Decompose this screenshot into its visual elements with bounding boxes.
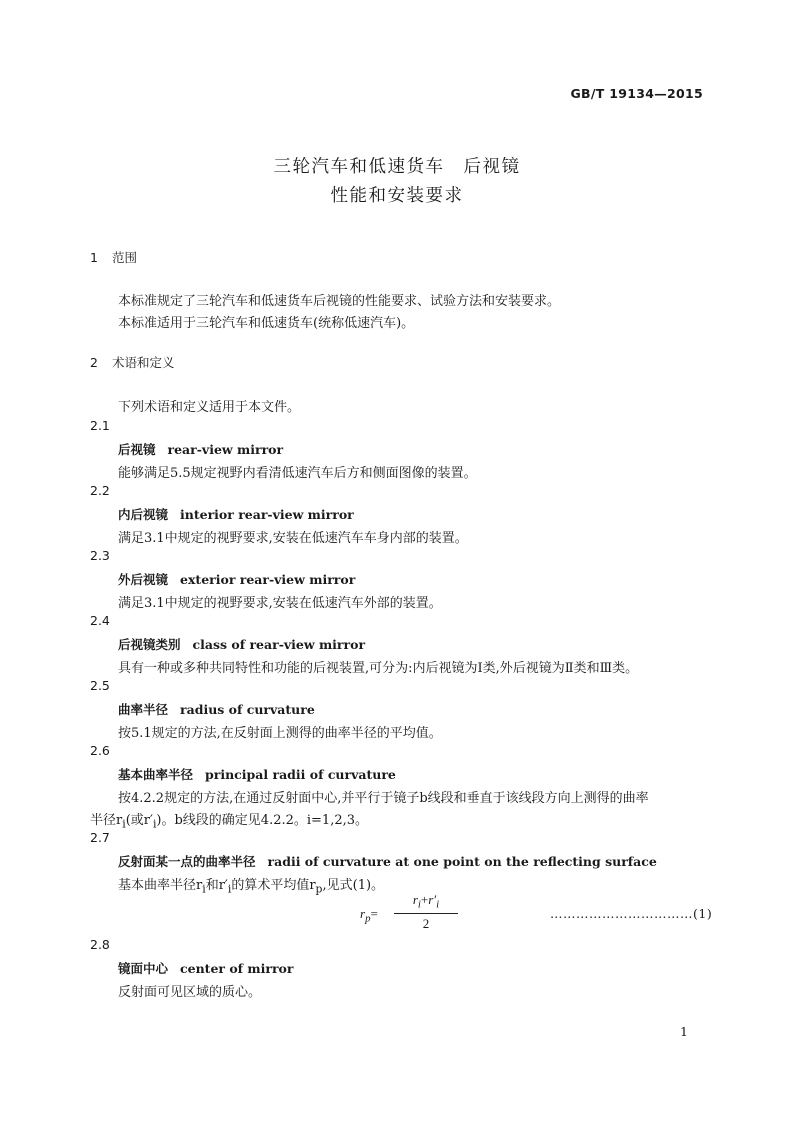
term-cn: 后视镜 [118,442,156,457]
term-heading [118,635,365,653]
term-cn: 基本曲率半径 [118,767,194,782]
term-cn: 内后视镜 [118,507,169,522]
term-heading [118,570,355,588]
term-definition: 具有一种或多种共同特性和功能的后视装置,可分为:内后视镜为Ⅰ类,外后视镜为Ⅱ类和Ⅲ类。 [118,661,639,676]
term-definition: 按4.2.2规定的方法,在通过反射面中心,并平行于镜子b线段和垂直于该线段方向上测得的曲率 [118,791,649,806]
term-definition: 满足3.1中规定的视野要求,安装在低速汽车车身内部的装置。 [118,531,468,546]
term-en: center of mirror [180,961,294,976]
term-definition: 满足3.1中规定的视野要求,安装在低速汽车外部的装置。 [118,596,442,611]
term-heading [118,959,293,977]
term-number: 2.8 [90,937,110,952]
term-number: 2.4 [90,613,110,628]
section-number: 1 [90,250,98,265]
term-heading [118,852,657,870]
term-definition-continued: 半径$r_i$(或$r'_i$)。b线段的确定见4.2.2。i=1,2,3。 [90,813,369,831]
term-definition: 按5.1规定的方法,在反射面上测得的曲率半径的平均值。 [118,726,442,741]
standard-number: GB/T 19134—2015 [570,86,703,101]
term-number: 2.6 [90,743,110,758]
section-title: 术语和定义 [112,355,175,370]
section-heading-terms [90,353,175,371]
term-en: radii of curvature at one point on the reflecting surface [267,854,657,869]
term-cn: 曲率半径 [118,702,169,717]
document-title-line1: 三轮汽车和低速货车 后视镜 [273,157,521,177]
formula-fraction [394,892,458,932]
term-en: radius of curvature [180,702,315,717]
formula-1 [360,892,480,932]
formula-numerator: $r_i+r'_i$ [394,892,458,914]
section-heading-scope [90,248,137,266]
term-definition: 基本曲率半径$r_i$和$r'_i$的算术平均值$r_p$,见式(1)。 [118,878,385,896]
term-number: 2.7 [90,830,110,845]
term-en: class of rear-view mirror [192,637,366,652]
term-en: interior rear-view mirror [180,507,354,522]
formula-lhs: $r_p=$ [360,906,378,925]
page-number: 1 [680,1024,688,1039]
formula-label: ……………………………(1) [550,906,713,921]
term-cn: 镜面中心 [118,961,169,976]
term-cn: 反射面某一点的曲率半径 [118,854,256,869]
scope-paragraph-1: 本标准规定了三轮汽车和低速货车后视镜的性能要求、试验方法和安装要求。 [118,294,561,309]
section-title: 范围 [112,250,138,265]
document-title-line2: 性能和安装要求 [330,186,464,206]
formula-denominator: 2 [422,915,430,931]
term-number: 2.3 [90,548,110,563]
term-heading [118,700,315,718]
section-number: 2 [90,355,98,370]
term-en: principal radii of curvature [205,767,396,782]
term-number: 2.1 [90,418,110,433]
term-en: exterior rear-view mirror [180,572,356,587]
term-cn: 后视镜类别 [118,637,181,652]
scope-paragraph-2: 本标准适用于三轮汽车和低速货车(统称低速汽车)。 [118,316,415,331]
term-cn: 外后视镜 [118,572,169,587]
terms-intro: 下列术语和定义适用于本文件。 [118,400,301,415]
term-definition: 反射面可见区域的质心。 [118,985,262,1000]
term-definition: 能够满足5.5规定视野内看清低速汽车后方和侧面图像的装置。 [118,466,477,481]
term-number: 2.5 [90,678,110,693]
term-en: rear-view mirror [167,442,284,457]
term-heading [118,505,354,523]
term-heading [118,440,283,458]
term-number: 2.2 [90,483,110,498]
term-heading [118,765,396,783]
